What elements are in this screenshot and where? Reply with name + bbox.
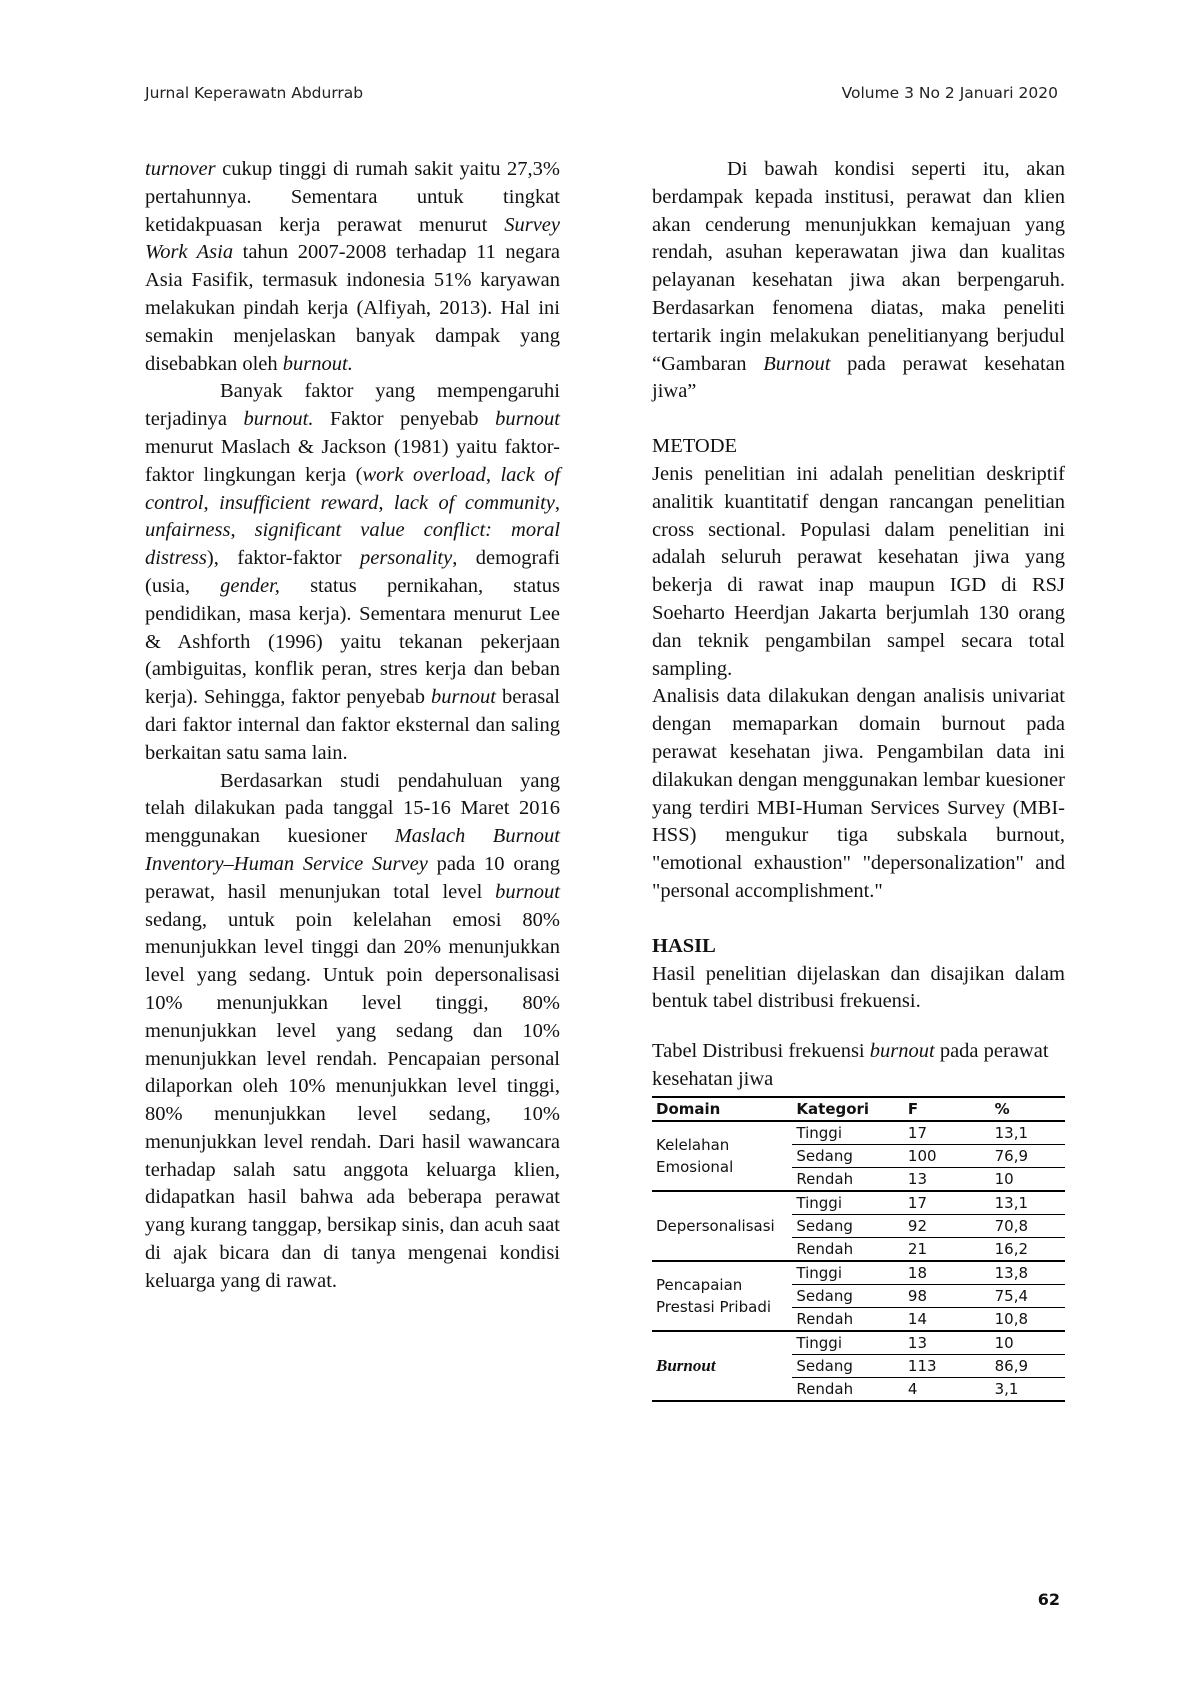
category-cell: Rendah: [792, 1377, 904, 1401]
paragraph-preliminary-study: [145, 768, 560, 1296]
category-cell: Sedang: [792, 1144, 904, 1167]
frequency-cell: 113: [904, 1354, 991, 1377]
italic-term: Maslach Burnout Inventory–Human Service Survey: [145, 825, 560, 875]
domain-cell-burnout: [652, 1331, 792, 1401]
text-run: berasal dari faktor internal dan faktor eksternal dan saling berkaitan satu sama lain.: [145, 686, 561, 764]
category-cell: Tinggi: [792, 1331, 904, 1355]
paragraph-impact: [652, 156, 1065, 406]
percent-cell: 13,1: [991, 1121, 1065, 1145]
frequency-table: [652, 1096, 1065, 1402]
frequency-cell: 17: [904, 1191, 991, 1215]
frequency-cell: 98: [904, 1284, 991, 1307]
text-run: ,: [378, 491, 394, 514]
text-run: tahun 2007-2008 terhadap 11 negara Asia Fasifik, termasuk indonesia 51% karyawan melakukan pindah kerja (Alfiyah, 2013). Hal ini semakin menjelaskan banyak dampak yang disebabkan oleh: [145, 241, 560, 375]
text-run: Berdasarkan studi pendahuluan yang telah dilakukan pada tanggal 15-16 Maret 2016 menggunakan kuesioner: [145, 769, 560, 848]
section-title-metode: METODE: [652, 435, 738, 458]
text-run: Banyak faktor yang mempengaruhi terjadinya: [145, 380, 560, 431]
italic-term: burnout: [869, 1040, 935, 1063]
right-column: [652, 156, 1065, 1402]
running-header-volume: Volume 3 No 2 Januari 2020: [841, 84, 1058, 102]
category-cell: Rendah: [792, 1167, 904, 1191]
column-header-f: F: [904, 1097, 991, 1121]
text-run: ,: [230, 519, 255, 542]
column-header-percent: %: [991, 1097, 1065, 1121]
text-run: cukup tinggi di rumah sakit yaitu 27,3% pertahunnya. Sementara untuk tingkat ketidakpuasan kerja perawat menurut: [145, 158, 560, 236]
running-header-journal: Jurnal Keperawatn Abdurrab: [145, 84, 364, 102]
percent-cell: 10: [991, 1167, 1065, 1191]
paragraph-factors: [145, 378, 560, 767]
italic-term: lack of community: [393, 491, 555, 514]
table-row: [652, 1191, 1065, 1215]
percent-cell: 13,8: [991, 1261, 1065, 1285]
table-row: [652, 1331, 1065, 1355]
text-run: pada perawat kesehatan jiwa”: [652, 352, 1065, 403]
paragraph-metode-analysis: Analisis data dilakukan dengan analisis univariat dengan memaparkan domain burnout pada perawat kesehatan jiwa. Pengambilan data ini dilakukan dengan menggunakan lembar kuesioner yang terdiri MBI-Human Services Survey (MBI-HSS) mengukur tiga subskala burnout, "emotional exhaustion" "depersonalization" and "personal accomplishment.": [652, 685, 1065, 902]
paragraph-metode-design: Jenis penelitian ini adalah penelitian deskriptif analitik kuantitatif dengan rancangan penelitian cross sectional. Populasi dalam penelitian ini adalah seluruh perawat kesehatan jiwa yang bekerja di rawat inap maupun IGD di RSJ Soeharto Heerdjan Jakarta berjumlah 130 orang dan teknik pengambilan sampel secara total sampling.: [652, 462, 1065, 680]
frequency-cell: 13: [904, 1167, 991, 1191]
text-run: ,: [554, 491, 561, 514]
frequency-cell: 17: [904, 1121, 991, 1145]
paragraph-hasil: Hasil penelitian dijelaskan dan disajikan dalam bentuk tabel distribusi frekuensi.: [652, 962, 1065, 1013]
text-run: status pernikahan, status pendidikan, masa kerja). Sementara menurut Lee & Ashforth (1996) yaitu tekanan pekerjaan (ambiguitas, konflik peran, stres kerja dan beban kerja). Sehingga, faktor penyebab: [145, 574, 560, 709]
italic-term: turnover: [145, 158, 216, 180]
column-header-domain: Domain: [652, 1097, 792, 1121]
italic-term: gender,: [220, 574, 280, 597]
table-caption: [652, 1038, 1065, 1094]
percent-cell: 86,9: [991, 1354, 1065, 1377]
percent-cell: 75,4: [991, 1284, 1065, 1307]
frequency-cell: 4: [904, 1377, 991, 1401]
category-cell: Tinggi: [792, 1191, 904, 1215]
italic-term: burnout: [430, 686, 496, 709]
frequency-cell: 100: [904, 1144, 991, 1167]
percent-cell: 3,1: [991, 1377, 1065, 1401]
frequency-cell: 18: [904, 1261, 991, 1285]
text-run: ,: [203, 491, 220, 514]
percent-cell: 70,8: [991, 1214, 1065, 1237]
category-cell: Sedang: [792, 1284, 904, 1307]
frequency-cell: 14: [904, 1307, 991, 1331]
italic-term: unfairness: [145, 519, 231, 542]
domain-label: Burnout: [656, 1355, 716, 1375]
percent-cell: 76,9: [991, 1144, 1065, 1167]
category-cell: Rendah: [792, 1307, 904, 1331]
text-run: Tabel Distribusi frekuensi: [652, 1040, 870, 1063]
percent-cell: 10,8: [991, 1307, 1065, 1331]
category-cell: Tinggi: [792, 1121, 904, 1145]
italic-term: Survey Work Asia: [145, 213, 560, 264]
page-number: 62: [1037, 1590, 1060, 1609]
text-run: menurut Maslach & Jackson (1981) yaitu faktor-faktor lingkungan kerja (: [145, 435, 560, 486]
category-cell: Sedang: [792, 1354, 904, 1377]
text-run: ), faktor-faktor: [206, 547, 360, 570]
text-run: pada 10 orang perawat, hasil menunjukan total level: [145, 852, 561, 903]
italic-term: burnout.: [243, 408, 314, 431]
frequency-cell: 92: [904, 1214, 991, 1237]
paragraph-turnover: [145, 156, 560, 378]
category-cell: Sedang: [792, 1214, 904, 1237]
table-row: [652, 1121, 1065, 1145]
percent-cell: 16,2: [991, 1237, 1065, 1261]
section-title-hasil: HASIL: [652, 934, 716, 957]
domain-cell: Pencapaian Prestasi Pribadi: [652, 1261, 792, 1331]
text-run: ,: [485, 463, 501, 486]
italic-term: burnout.: [282, 352, 353, 375]
text-run: , demografi (usia,: [145, 547, 560, 597]
text-run: Faktor penyebab: [313, 408, 496, 431]
frequency-cell: 21: [904, 1237, 991, 1261]
domain-cell: Kelelahan Emosional: [652, 1121, 792, 1191]
frequency-cell: 13: [904, 1331, 991, 1355]
text-run: pada perawat kesehatan jiwa: [652, 1040, 1049, 1090]
italic-term: Burnout: [763, 352, 831, 375]
italic-term: burnout: [495, 880, 560, 903]
category-cell: Rendah: [792, 1237, 904, 1261]
category-cell: Tinggi: [792, 1261, 904, 1285]
domain-cell: Depersonalisasi: [652, 1191, 792, 1261]
italic-term: insufficient reward: [219, 491, 379, 514]
italic-term: lack of control: [145, 463, 561, 514]
column-header-kategori: Kategori: [792, 1097, 904, 1121]
italic-term: work overload: [362, 463, 486, 486]
table-header-row: [652, 1097, 1065, 1121]
left-column: [145, 156, 560, 1296]
table-row: [652, 1261, 1065, 1285]
text-run: sedang, untuk poin kelelahan emosi 80% menunjukkan level tinggi dan 20% menunjukkan level yang sedang. Untuk poin depersonalisasi 10% menunjukkan level tinggi, 80% menunjukkan level yang sedang dan 10% menunjukkan level rendah. Pencapaian personal dilaporkan oleh 10% menunjukkan level tinggi, 80% menunjukkan level sedang, 10% menunjukkan level rendah. Dari hasil wawancara terhadap salah satu anggota keluarga klien, didapatkan hasil bahwa ada beberapa perawat yang kurang tanggap, bersikap sinis, dan acuh saat di ajak bicara dan di tanya mengenai kondisi keluarga yang di rawat.: [145, 908, 561, 1292]
italic-term: significant value conflict: moral distress: [145, 519, 561, 570]
italic-term: personality: [359, 547, 453, 570]
text-run: Di bawah kondisi seperti itu, akan berdampak kepada institusi, perawat dan klien akan cenderung menunjukkan kemajuan yang rendah, asuhan keperawatan jiwa dan kualitas pelayanan kesehatan jiwa akan berpengaruh. Berdasarkan fenomena diatas, maka peneliti tertarik ingin melakukan penelitianyang berjudul “Gambaran: [652, 158, 1065, 375]
percent-cell: 10: [991, 1331, 1065, 1355]
percent-cell: 13,1: [991, 1191, 1065, 1215]
italic-term: burnout: [495, 408, 560, 431]
